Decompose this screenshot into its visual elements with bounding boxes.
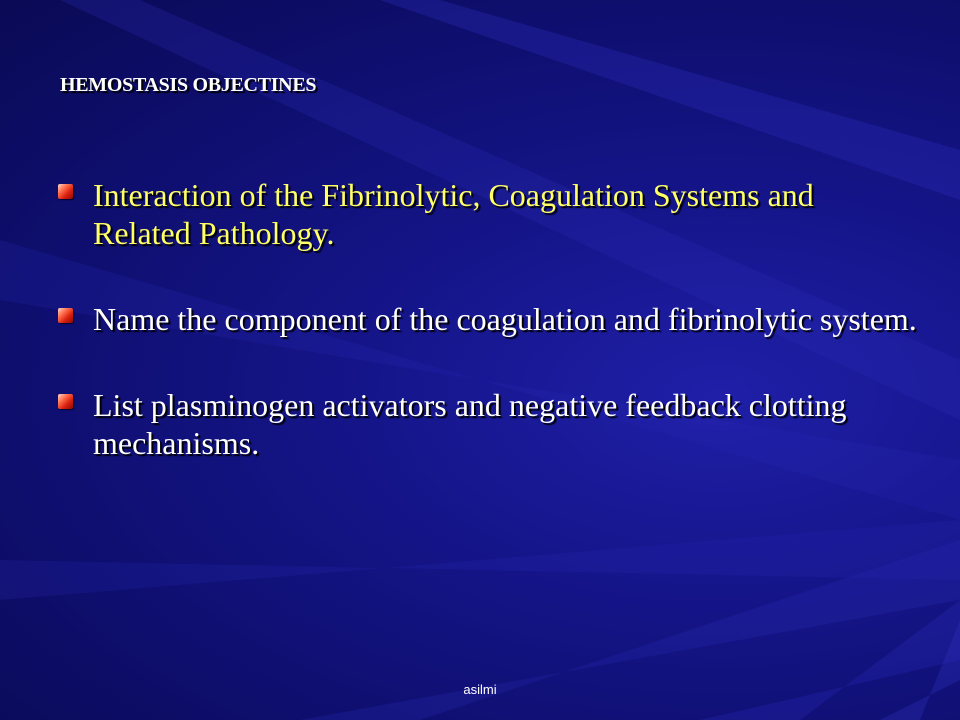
- objective-text: Interaction of the Fibrinolytic, Coagulation Systems and Related Pathology.: [93, 177, 814, 251]
- objectives-list: [58, 176, 918, 510]
- red-square-bullet-icon: [58, 184, 73, 199]
- red-square-bullet-icon: [58, 394, 73, 409]
- slide-title: HEMOSTASIS OBJECTINES: [60, 74, 317, 96]
- list-item: [58, 300, 918, 338]
- red-square-bullet-icon: [58, 308, 73, 323]
- objective-text: List plasminogen activators and negative feedback clotting mechanisms.: [93, 387, 847, 461]
- objective-text: Name the component of the coagulation and fibrinolytic system.: [93, 301, 917, 337]
- list-item: [58, 176, 918, 252]
- list-item: [58, 386, 918, 462]
- footer-author: asilmi: [463, 682, 497, 697]
